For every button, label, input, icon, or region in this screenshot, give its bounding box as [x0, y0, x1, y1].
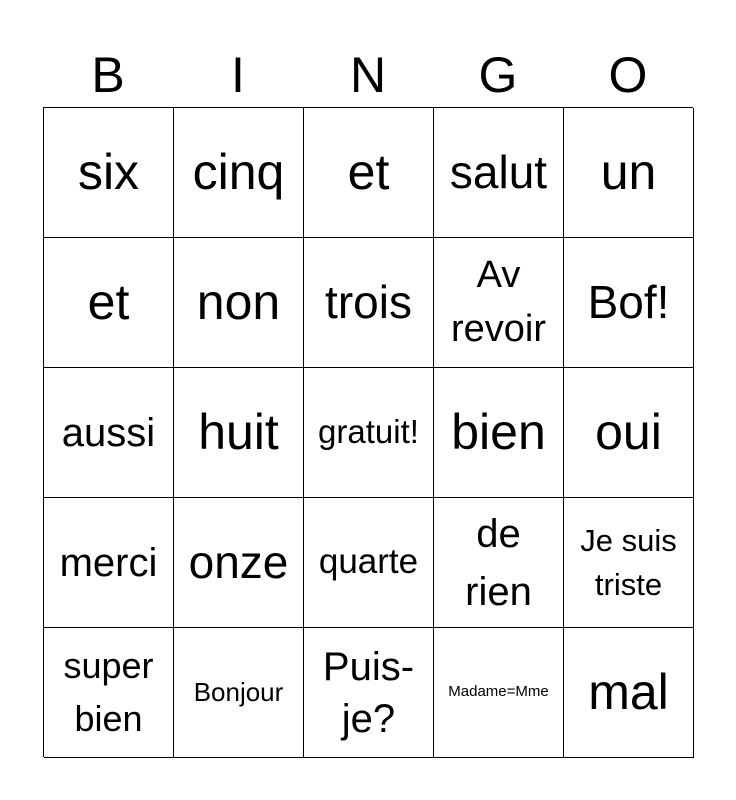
bingo-cell[interactable] [304, 498, 434, 628]
cell-text: Bof! [587, 276, 670, 329]
bingo-cell[interactable] [44, 368, 174, 498]
cell-text: trois [325, 276, 412, 329]
bingo-cell[interactable] [434, 368, 564, 498]
bingo-cell[interactable] [564, 498, 694, 628]
bingo-cell[interactable] [564, 238, 694, 368]
bingo-cell[interactable] [44, 498, 174, 628]
bingo-cell[interactable] [564, 628, 694, 758]
cell-text: huit [198, 404, 279, 460]
cell-text: Bonjour [193, 677, 284, 708]
cell-text: onze [188, 536, 289, 589]
cell-text: mal [588, 664, 669, 720]
bingo-cell[interactable] [174, 238, 304, 368]
header-letter-i: I [231, 47, 245, 103]
bingo-cell[interactable] [434, 628, 564, 758]
cell-text: Puis- je? [322, 644, 415, 741]
bingo-cell[interactable] [44, 108, 174, 238]
bingo-cell[interactable] [44, 238, 174, 368]
cell-text: merci [59, 540, 158, 585]
cell-text: bien [451, 404, 546, 460]
bingo-cell[interactable] [564, 108, 694, 238]
free-space-cell[interactable] [304, 368, 434, 498]
bingo-cell[interactable] [434, 498, 564, 628]
free-space-text: gratuit! [318, 413, 419, 451]
bingo-cell[interactable] [304, 238, 434, 368]
bingo-cell[interactable] [304, 628, 434, 758]
header-letter-g: G [478, 47, 518, 103]
cell-text: Je suis triste [580, 523, 677, 602]
cell-text: de rien [465, 511, 532, 614]
cell-text: cinq [192, 144, 285, 200]
cell-text: quarte [318, 542, 419, 582]
bingo-header [43, 42, 693, 108]
bingo-cell[interactable] [174, 108, 304, 238]
bingo-cell[interactable] [304, 108, 434, 238]
cell-text: et [347, 144, 390, 200]
cell-text: et [87, 274, 130, 330]
bingo-cell[interactable] [174, 368, 304, 498]
cell-text: un [600, 144, 657, 200]
header-letter-o: O [608, 47, 648, 103]
bingo-cell[interactable] [174, 628, 304, 758]
bingo-cell[interactable] [434, 108, 564, 238]
cell-text: salut [449, 146, 548, 199]
header-letter-n: N [349, 47, 387, 103]
cell-text: non [196, 274, 281, 330]
bingo-cell[interactable] [44, 628, 174, 758]
header-letter-b: B [91, 47, 125, 103]
cell-text: oui [595, 404, 662, 460]
bingo-cell[interactable] [174, 498, 304, 628]
cell-text: Madame=Mme [448, 683, 549, 701]
bingo-cell[interactable] [564, 368, 694, 498]
cell-text: six [77, 144, 140, 200]
cell-text: aussi [61, 410, 156, 455]
cell-text: super bien [63, 645, 154, 739]
bingo-board [43, 107, 693, 757]
bingo-cell[interactable] [434, 238, 564, 368]
cell-text: Av revoir [450, 254, 547, 350]
